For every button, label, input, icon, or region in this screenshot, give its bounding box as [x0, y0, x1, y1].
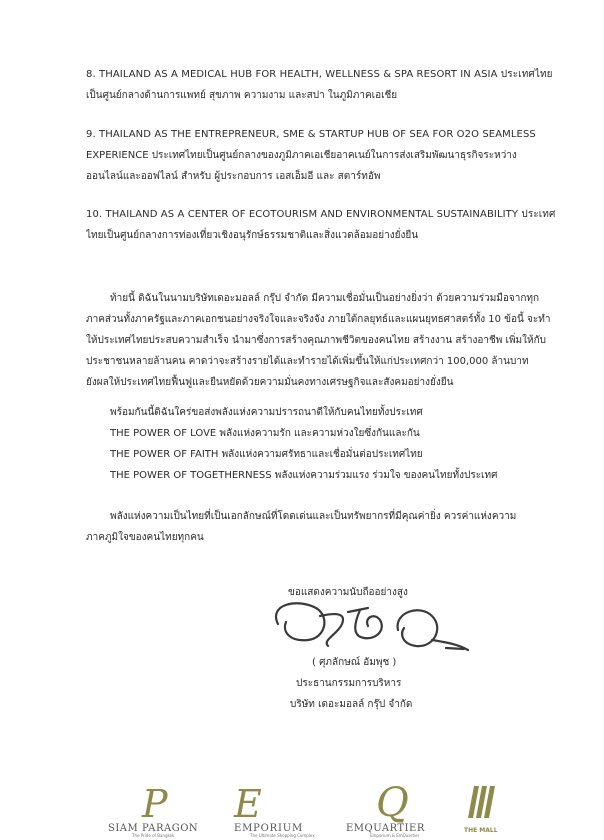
- powers-intro: พร้อมกันนี้ดิฉันใคร่ขอส่งพลังแห่งความปรารถนาดีให้กับคนไทยทั้งประเทศ: [110, 407, 423, 418]
- item-9-line-1: 9. THAILAND AS THE ENTREPRENEUR, SME & STARTUP HUB OF SEA FOR O2O SEAMLESS: [86, 129, 536, 140]
- signatory-name: ( ศุภลักษณ์ อัมพุช ): [312, 657, 397, 668]
- emporium-tagline: The Ultimate Shopping Complex: [250, 833, 315, 838]
- item-9-line-2: EXPERIENCE ประเทศไทยเป็นศูนย์กลางของภูมิภาคเอเชียอาคเนย์ในการส่งเสริมพัฒนาธุรกิจระหว่าง: [86, 150, 517, 161]
- signatory-company: บริษัท เดอะมอลล์ กรุ๊ป จำกัด: [290, 699, 413, 710]
- signatory-position: ประธานกรรมการบริหาร: [296, 678, 402, 689]
- final-paragraph: [86, 506, 556, 548]
- siam-paragon-logo: [108, 780, 208, 838]
- siam-paragon-tagline: The Pride of Bangkok: [132, 833, 175, 838]
- the-mall-emblem: [466, 784, 500, 820]
- footer-logos: [0, 780, 604, 840]
- item-8: [86, 64, 556, 106]
- the-mall-logo: [458, 780, 508, 838]
- power-of-faith: THE POWER OF FAITH พลังแห่งความศรัทธาและเชื่อมั่นต่อประเทศไทย: [110, 449, 423, 460]
- final-line-2: ภาคภูมิใจของคนไทยทุกคน: [86, 532, 204, 543]
- emquartier-logo: [340, 780, 444, 838]
- closing-line-1: ท้ายนี้ ดิฉันในนามบริษัทเดอะมอลล์ กรุ๊ป จำกัด มีความเชื่อมั่นเป็นอย่างยิ่งว่า ด้วยความร่วมมือจากทุก: [110, 293, 540, 304]
- emquartier-wordmark: EMQUARTIER: [346, 823, 425, 834]
- item-9-line-3: ออนไลน์และออฟไลน์ สำหรับ ผู้ประกอบการ เอสเอ็มอี และ สตาร์ทอัพ: [86, 171, 381, 182]
- the-mall-wordmark: THE MALL: [464, 827, 498, 834]
- item-10-line-1: 10. THAILAND AS A CENTER OF ECOTOURISM AND ENVIRONMENTAL SUSTAINABILITY ประเทศ: [86, 209, 556, 220]
- emporium-wordmark: EMPORIUM: [234, 823, 304, 834]
- closing-line-2: ภาคส่วนทั้งภาครัฐและภาคเอกชนอย่างจริงใจและจริงจัง ภายใต้กลยุทธ์และแผนยุทธศาสตร์ทั้ง 10 ข้อนี้ จะทำ: [86, 314, 551, 325]
- item-8-line-1: 8. THAILAND AS A MEDICAL HUB FOR HEALTH, WELLNESS & SPA RESORT IN ASIA ประเทศไทย: [86, 69, 553, 80]
- closing-line-5: ยังผลให้ประเทศไทยฟื้นฟูและยืนหยัดด้วยความมั่นคงทางเศรษฐกิจและสังคมอย่างยั่งยืน: [86, 377, 454, 388]
- powers-list: [86, 402, 556, 486]
- closing-line-3: ให้ประเทศไทยประสบความสำเร็จ นำมาซึ่งการสร้างคุณภาพชีวิตของคนไทย สร้างงาน สร้างอาชีพ เพิ่มให้กับ: [86, 335, 547, 346]
- emporium-logo: [226, 780, 322, 838]
- paragon-p-emblem: P: [142, 782, 168, 826]
- emquartier-q-emblem: Q: [376, 780, 409, 826]
- power-of-love: THE POWER OF LOVE พลังแห่งความรัก และความห่วงใยซึ่งกันและกัน: [110, 428, 420, 439]
- closing-line-4: ประชาชนหลายล้านคน คาดว่าจะสร้างรายได้และทำรายได้เพิ่มขึ้นให้แก่ประเทศกว่า 100,000 ล้านบาท: [86, 356, 529, 367]
- item-10: [86, 204, 556, 246]
- emporium-e-emblem: E: [234, 782, 262, 826]
- item-10-line-2: ไทยเป็นศูนย์กลางการท่องเที่ยวเชิงอนุรักษ์ธรรมชาติและสิ่งแวดล้อมอย่างยั่งยืน: [86, 230, 419, 241]
- siam-paragon-wordmark: SIAM PARAGON: [108, 823, 199, 834]
- closing-paragraph: [86, 288, 556, 393]
- power-of-togetherness: THE POWER OF TOGETHERNESS พลังแห่งความร่วมแรง ร่วมใจ ของคนไทยทั้งประเทศ: [110, 470, 498, 481]
- salutation: ขอแสดงความนับถืออย่างสูง: [288, 587, 408, 598]
- item-8-line-2: เป็นศูนย์กลางด้านการแพทย์ สุขภาพ ความงาม และสปา ในภูมิภาคเอเชีย: [86, 90, 398, 101]
- item-9: [86, 124, 556, 187]
- final-line-1: พลังแห่งความเป็นไทยที่เป็นเอกลักษณ์ที่โดดเด่นและเป็นทรัพยากรที่มีคุณค่ายิ่ง ควรค่าแห่งความ: [110, 511, 517, 522]
- emquartier-tagline: Emporium & EmQuartier: [370, 833, 420, 838]
